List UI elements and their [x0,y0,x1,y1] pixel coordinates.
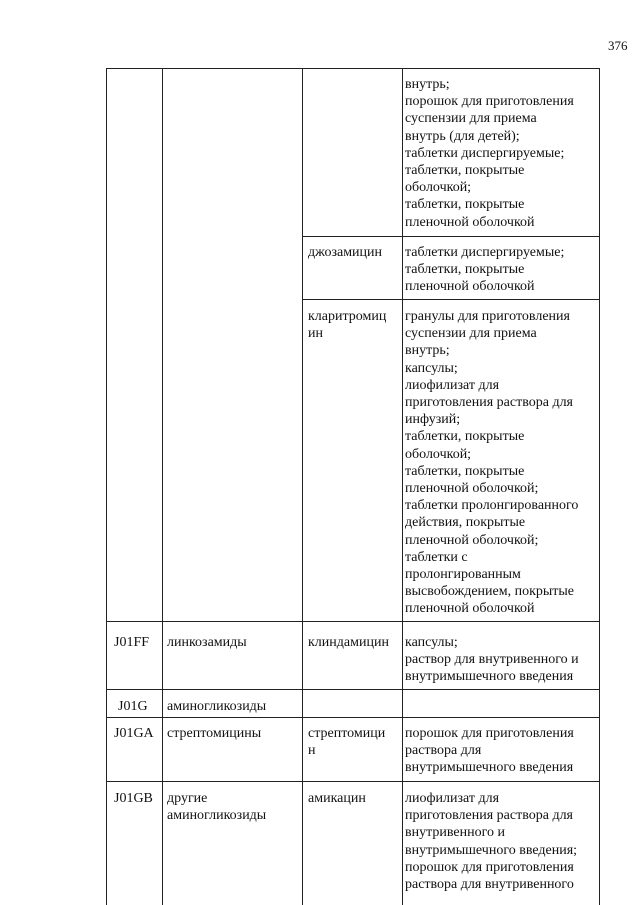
row-divider [106,621,600,622]
drug-table [106,68,600,905]
table-cell-group: аминогликозиды [167,699,267,714]
table-cell-drug: джозамицин [308,245,383,260]
table-cell-group: стрептомицины [167,726,262,741]
table-cell-code: J01GA [114,726,154,741]
table-cell-forms: капсулы; раствор для внутривенного и внутримышечного введения [405,635,579,685]
column-divider-1 [162,68,163,905]
table-cell-group: линкозамиды [167,635,247,650]
table-border-right [599,68,600,905]
table-cell-code: J01G [118,699,148,714]
table-border-top [106,68,600,69]
table-cell-group: другие аминогликозиды [167,791,267,824]
row-divider [106,717,600,718]
table-cell-drug: амикацин [308,791,366,806]
column-divider-3 [402,68,403,905]
page-number: 376 [608,38,628,53]
row-divider [106,781,600,782]
row-divider-partial [302,299,600,300]
table-cell-forms: гранулы для приготовления суспензии для приема внутрь; капсулы; лиофилизат для приготовления раствора для инфузий; таблетки, покрытые оболочкой; таблетки, покрытые пленочной оболочкой; таблетки пролонгированного действия, покрытые пленочной оболочкой; таблетки с пролонгированным высвобождением, покрытые пленочной оболочкой [405,309,579,617]
table-cell-drug: кларитромиц ин [308,309,387,342]
table-cell-forms: лиофилизат для приготовления раствора для внутривенного и внутримышечного введения; порошок для приготовления раствора для внутривенного [405,791,578,893]
table-cell-forms: внутрь; порошок для приготовления суспензии для приема внутрь (для детей); таблетки диспергируемые; таблетки, покрытые оболочкой; таблетки, покрытые пленочной оболочкой [405,77,574,230]
column-divider-2 [302,68,303,905]
table-border-left [106,68,107,905]
table-cell-code: J01FF [114,635,150,650]
table-cell-code: J01GB [114,791,153,806]
table-cell-forms: порошок для приготовления раствора для внутримышечного введения [405,726,574,776]
table-cell-drug: стрептомици н [308,726,386,759]
table-cell-drug: клиндамицин [308,635,389,650]
table-cell-forms: таблетки диспергируемые; таблетки, покрытые пленочной оболочкой [405,245,565,295]
row-divider [106,689,600,690]
row-divider-partial [302,236,600,237]
